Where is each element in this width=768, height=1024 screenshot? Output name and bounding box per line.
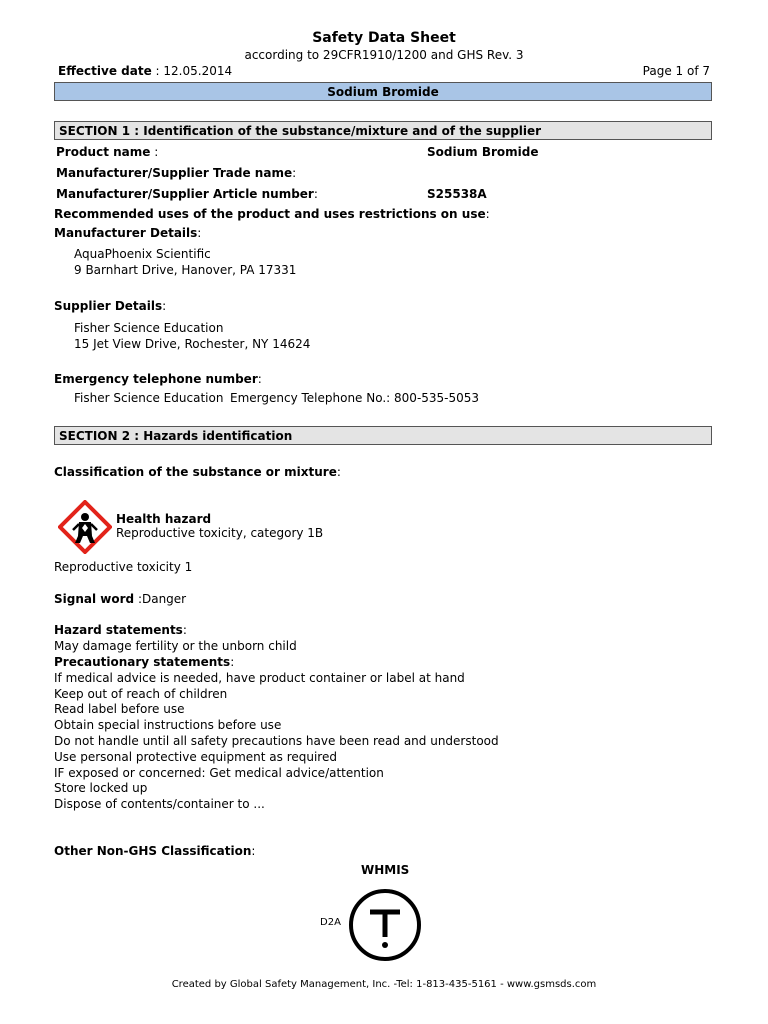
section-1-heading: SECTION 1 : Identification of the substance/mixture and of the supplier (54, 121, 712, 140)
manufacturer-address: 9 Barnhart Drive, Hanover, PA 17331 (74, 263, 297, 277)
manufacturer-details-label: Manufacturer Details: (54, 226, 202, 240)
recommended-uses-label: Recommended uses of the product and uses restrictions on use: (54, 207, 490, 221)
emergency-phone-number: Emergency Telephone No.: 800-535-5053 (230, 391, 480, 405)
precautionary-item: Read label before use (54, 702, 185, 716)
whmis-code: D2A (320, 917, 341, 928)
effective-date-value: 12.05.2014 (163, 64, 233, 78)
precautionary-item: Obtain special instructions before use (54, 718, 282, 732)
supplier-name: Fisher Science Education (74, 321, 224, 335)
precautionary-item: Use personal protective equipment as required (54, 750, 337, 764)
product-banner: Sodium Bromide (54, 82, 712, 101)
precautionary-item: Do not handle until all safety precautions have been read and understood (54, 734, 499, 748)
precautionary-statements-label: Precautionary statements: (54, 655, 235, 669)
emergency-company: Fisher Science Education (74, 391, 224, 405)
article-number-label: Manufacturer/Supplier Article number: (56, 187, 318, 201)
ghs-health-hazard-icon (58, 500, 112, 554)
hazard-description: Reproductive toxicity, category 1B (116, 526, 324, 540)
hazard-class-code: Reproductive toxicity 1 (54, 560, 193, 574)
trade-name-label: Manufacturer/Supplier Trade name: (56, 166, 297, 180)
effective-date (58, 64, 232, 78)
effective-date-sep: : (151, 64, 164, 78)
classification-label: Classification of the substance or mixture: (54, 465, 341, 479)
section-2-heading: SECTION 2 : Hazards identification (54, 426, 712, 445)
page-number: Page 1 of 7 (642, 64, 710, 78)
hazard-title: Health hazard (116, 512, 212, 526)
whmis-toxic-t-icon (345, 887, 425, 963)
precautionary-item: Dispose of contents/container to ... (54, 797, 265, 811)
signal-word (54, 592, 186, 606)
page-footer: Created by Global Safety Management, Inc. -Tel: 1-813-435-5161 - www.gsmsds.com (171, 979, 597, 990)
precautionary-item: If medical advice is needed, have product container or label at hand (54, 671, 465, 685)
precautionary-item: Keep out of reach of children (54, 687, 228, 701)
signal-word-label: Signal word (54, 592, 135, 606)
whmis-title: WHMIS (361, 863, 410, 877)
hazard-statement-item: May damage fertility or the unborn child (54, 639, 297, 653)
effective-date-label: Effective date (58, 64, 152, 78)
emergency-phone-label: Emergency telephone number: (54, 372, 262, 386)
supplier-details-label: Supplier Details: (54, 299, 167, 313)
other-classification-label: Other Non-GHS Classification: (54, 844, 256, 858)
precautionary-item: IF exposed or concerned: Get medical advice/attention (54, 766, 384, 780)
product-name-value: Sodium Bromide (427, 145, 539, 159)
document-title: Safety Data Sheet (312, 30, 456, 46)
precautionary-item: Store locked up (54, 781, 148, 795)
signal-word-value: :Danger (134, 592, 187, 606)
document-subtitle: according to 29CFR1910/1200 and GHS Rev. 3 (244, 48, 524, 62)
product-name-label: Product name : (56, 145, 159, 159)
supplier-address: 15 Jet View Drive, Rochester, NY 14624 (74, 337, 311, 351)
manufacturer-name: AquaPhoenix Scientific (74, 247, 211, 261)
hazard-statements-label: Hazard statements: (54, 623, 187, 637)
article-number-value: S25538A (427, 187, 487, 201)
